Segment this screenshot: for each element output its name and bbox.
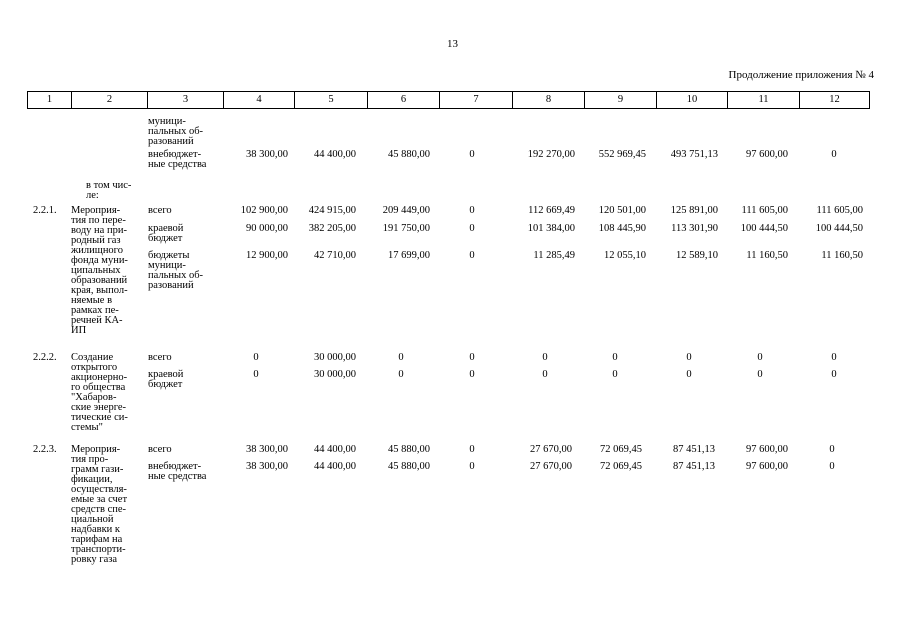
value-cell: 100 444,50 (740, 223, 788, 234)
value-cell: 38 300,00 (246, 461, 288, 472)
value-cell: 27 670,00 (530, 461, 572, 472)
value-cell: 27 670,00 (530, 444, 572, 455)
value-cell: 45 880,00 (388, 149, 430, 160)
source-label: внебюджет- ные средства (148, 461, 207, 482)
value-cell: 0 (469, 149, 475, 160)
header-col-11: 11 (727, 92, 799, 108)
value-cell: 191 750,00 (382, 223, 430, 234)
continuation-caption: Продолжение приложения № 4 (728, 69, 874, 81)
value-cell: 100 444,50 (815, 223, 863, 234)
value-cell: 97 600,00 (746, 149, 788, 160)
value-cell: 0 (612, 352, 618, 363)
value-cell: 112 669,49 (528, 205, 575, 216)
value-cell: 0 (469, 352, 475, 363)
value-cell: 120 501,00 (598, 205, 646, 216)
value-cell: 0 (831, 369, 837, 380)
value-cell: 125 891,00 (670, 205, 718, 216)
value-cell: 12 055,10 (604, 250, 646, 261)
header-col-5: 5 (294, 92, 367, 108)
table-header (27, 91, 870, 109)
value-cell: 113 301,90 (671, 223, 718, 234)
row-code: 2.2.3. (33, 444, 57, 455)
value-cell: 0 (253, 369, 259, 380)
source-label: внебюджет- ные средства (148, 149, 207, 170)
value-cell: 0 (542, 352, 548, 363)
value-cell: 38 300,00 (246, 444, 288, 455)
value-cell: 30 000,00 (314, 369, 356, 380)
value-cell: 45 880,00 (388, 461, 430, 472)
value-cell: 0 (253, 352, 259, 363)
value-cell: 0 (612, 369, 618, 380)
value-cell: 0 (542, 369, 548, 380)
source-label: муници- пальных об- разований (148, 116, 204, 147)
source-label: краевой бюджет (148, 223, 184, 244)
source-label: всего (148, 444, 172, 455)
value-cell: 0 (398, 352, 404, 363)
value-cell: 101 384,00 (527, 223, 575, 234)
value-cell: 72 069,45 (600, 461, 642, 472)
value-cell: 87 451,13 (673, 461, 715, 472)
row-name: Мероприя- тия про- грамм гази- фикации, осуществля- емые за счет средств спе- циальной надбавки к тарифам на транспорти- ровку газа (71, 444, 128, 565)
value-cell: 192 270,00 (527, 149, 575, 160)
header-col-3: 3 (147, 92, 223, 108)
header-col-12: 12 (799, 92, 869, 108)
header-col-10: 10 (656, 92, 727, 108)
source-label: бюджеты муници- пальных об- разований (148, 250, 204, 291)
value-cell: 0 (831, 149, 837, 160)
value-cell: 44 400,00 (314, 461, 356, 472)
value-cell: 209 449,00 (382, 205, 430, 216)
value-cell: 102 900,00 (240, 205, 288, 216)
value-cell: 90 000,00 (246, 223, 288, 234)
value-cell: 0 (469, 461, 475, 472)
value-cell: 44 400,00 (314, 444, 356, 455)
header-col-6: 6 (367, 92, 439, 108)
value-cell: 30 000,00 (314, 352, 356, 363)
value-cell: 552 969,45 (598, 149, 646, 160)
row-name: Создание открытого акционерно- го общества "Хабаров- ские энерге- тические си- стемы" (71, 352, 128, 433)
source-label: всего (148, 352, 172, 363)
value-cell: 11 285,49 (533, 250, 575, 261)
value-cell: 0 (469, 205, 475, 216)
header-col-7: 7 (439, 92, 512, 108)
value-cell: 493 751,13 (670, 149, 718, 160)
value-cell: 87 451,13 (673, 444, 715, 455)
value-cell: 0 (757, 352, 763, 363)
value-cell: 38 300,00 (246, 149, 288, 160)
value-cell: 0 (686, 369, 692, 380)
value-cell: 0 (469, 250, 475, 261)
header-col-2: 2 (71, 92, 147, 108)
value-cell: 0 (757, 369, 763, 380)
header-col-8: 8 (512, 92, 584, 108)
source-label: всего (148, 205, 172, 216)
value-cell: 72 069,45 (600, 444, 642, 455)
value-cell: 0 (398, 369, 404, 380)
value-cell: 0 (469, 369, 475, 380)
value-cell: 97 600,00 (746, 444, 788, 455)
value-cell: 45 880,00 (388, 444, 430, 455)
value-cell: 0 (469, 223, 475, 234)
value-cell: 424 915,00 (308, 205, 356, 216)
value-cell: 111 605,00 (741, 205, 788, 216)
including-label: в том чис- ле: (86, 180, 132, 201)
source-label: краевой бюджет (148, 369, 184, 390)
value-cell: 12 900,00 (246, 250, 288, 261)
row-name: Мероприя- тия по пере- воду на при- родный газ жилищного фонда муни- ципальных образований края, выпол- няемые в рамках пе- речней КА- ИП (71, 205, 128, 336)
value-cell: 11 160,50 (821, 250, 863, 261)
value-cell: 0 (686, 352, 692, 363)
row-code: 2.2.2. (33, 352, 57, 363)
header-col-4: 4 (223, 92, 294, 108)
value-cell: 44 400,00 (314, 149, 356, 160)
value-cell: 97 600,00 (746, 461, 788, 472)
row-code: 2.2.1. (33, 205, 57, 216)
header-col-1: 1 (46, 94, 53, 105)
value-cell: 11 160,50 (746, 250, 788, 261)
value-cell: 12 589,10 (676, 250, 718, 261)
value-cell: 0 (831, 352, 837, 363)
value-cell: 42 710,00 (314, 250, 356, 261)
value-cell: 0 (829, 461, 835, 472)
header-col-9: 9 (584, 92, 656, 108)
value-cell: 0 (469, 444, 475, 455)
value-cell: 0 (829, 444, 835, 455)
value-cell: 111 605,00 (816, 205, 863, 216)
value-cell: 108 445,90 (598, 223, 646, 234)
value-cell: 382 205,00 (308, 223, 356, 234)
value-cell: 17 699,00 (388, 250, 430, 261)
page-number: 13 (447, 38, 458, 50)
